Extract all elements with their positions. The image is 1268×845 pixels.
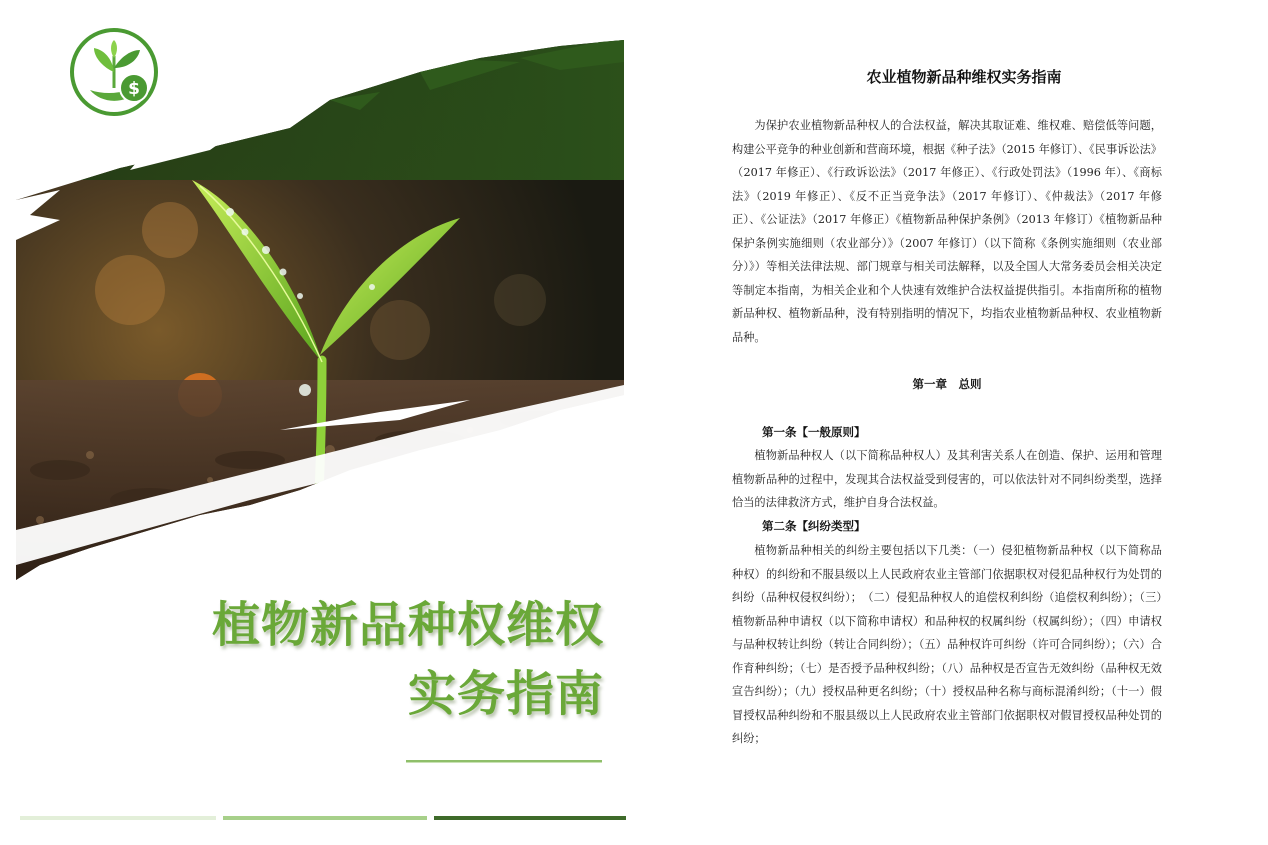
document-title: 农业植物新品种维权实务指南 [866,68,1062,86]
footer-bar-light [20,816,216,820]
article-heading: 第二条【纠纷类型】 [762,519,866,533]
cover-title-line1: 植物新品种权维权 [211,597,604,653]
title-underline [406,760,602,763]
sprout-coin-logo-icon [70,28,158,116]
footer-bar-medium [223,816,427,820]
svg-text:$: $ [128,79,140,99]
document-page [634,0,1268,845]
chapter-heading: 第一章 总则 [912,377,982,391]
footer-bar-dark [434,816,626,820]
article-body: 植物新品种相关的纠纷主要包括以下几类：（一）侵犯植物新品种权（以下简称品种权）的纠纷和不服县级以上人民政府农业主管部门依据职权对侵犯品种权行为处罚的纠纷（品种权侵权纠纷）； （二）侵犯品种权人的追偿权利纠纷（追偿权利纠纷）；（三）植物新品种申请权（以下简称申请权）和品种权的权属纠纷（权属纠纷）；（四）申请权与品种权转让纠纷（转让合同纠纷）；（五）品种权许可纠纷（许可合同纠纷）；（六）合作育种纠纷；（七）是否授予品种权纠纷；（八）品种权是否宣告无效纠纷（品种权无效宣告纠纷）；（九）授权品种更名纠纷；（十）授权品种名称与商标混淆纠纷；（十一）假冒授权品种纠纷和不服县级以上人民政府农业主管部门依据职权对假冒授权品种处罚的纠纷； [732,544,1162,745]
cover-title-line2: 实务指南 [407,666,604,722]
preamble-paragraph: 为保护农业植物新品种权人的合法权益，解决其取证难、维权难、赔偿低等问题，构建公平竞争的种业创新和营商环境，根据《种子法》（2015 年修订）、《民事诉讼法》（2017 年修正）、《行政诉讼法》（2017 年修正）、《行政处罚法》（1996 年）、《商标法》（2019 年修正）、《反不正当竞争法》（2017 年修订）、《仲裁法》（2017 年修正）、《公证法》（2017 年修正）《植物新品种保护条例》（2013 年修订）《植物新品种保护条例实施细则（农业部分）》（2007 年修订）（以下简称《条例实施细则（农业部分）》）等相关法律法规、部门规章与相关司法解释，以及全国人大常务委员会相关决定等制定本指南，为相关企业和个人快速有效维护合法权益提供指引。本指南所称的植物新品种权、植物新品种，没有特别指明的情况下，均指农业植物新品种权、农业植物新品种。 [732,119,1162,344]
article-body: 植物新品种权人（以下简称品种权人）及其利害关系人在创造、保护、运用和管理植物新品种的过程中，发现其合法权益受到侵害的，可以依法针对不同纠纷类型，选择恰当的法律救济方式，维护自身合法权益。 [732,449,1162,509]
article-heading: 第一条【一般原则】 [762,425,866,439]
